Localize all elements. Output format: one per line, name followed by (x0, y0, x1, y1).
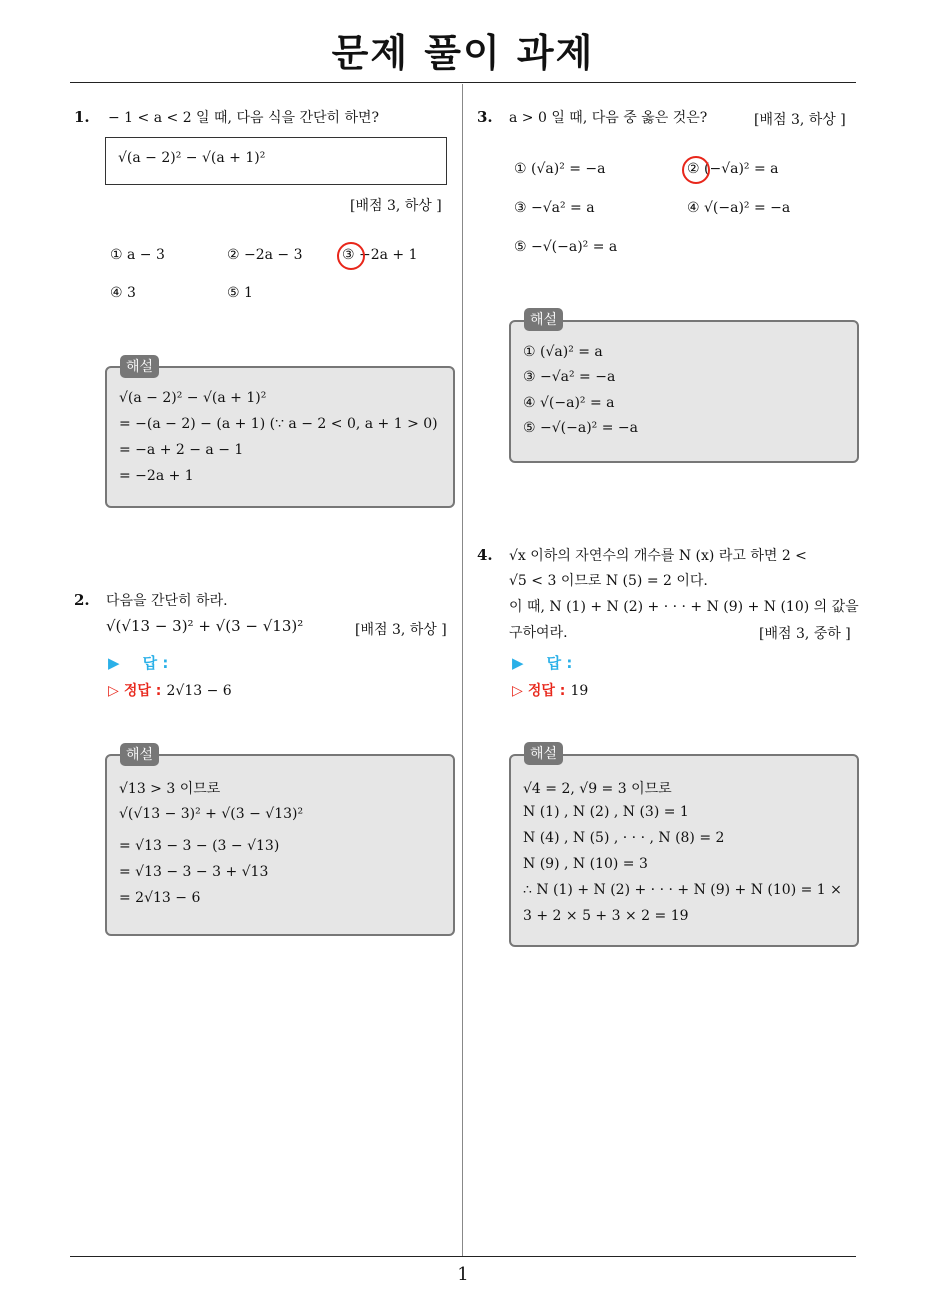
q3-solution-line: ⑤ −√(−a)² = −a (523, 420, 638, 436)
q1-meta: [배점 3, 하상 ] (350, 198, 442, 214)
q1-solution-line: = −a + 2 − a − 1 (119, 442, 244, 458)
page-title: 문제 풀이 과제 (331, 31, 595, 75)
q4-prompt-line: √5 < 3 이므로 N (5) = 2 이다. (509, 573, 708, 589)
q2-solution-line: √(√13 − 3)² + √(3 − √13)² (119, 806, 304, 822)
q3-solution-box (509, 320, 859, 463)
q3-solution-line: ③ −√a² = −a (523, 369, 616, 385)
q1-solution-box (105, 366, 455, 508)
q1-expression: √(a − 2)² − √(a + 1)² (118, 150, 266, 166)
q2-solution-label: 해설 (120, 743, 159, 766)
q1-number: 1. (74, 108, 90, 126)
q4-meta: [배점 3, 중하 ] (759, 626, 851, 642)
q4-answer-row[interactable] (512, 652, 572, 673)
q3-meta: [배점 3, 하상 ] (754, 112, 846, 128)
q3-answer-mark-icon (682, 156, 710, 184)
q4-solution-line: √4 = 2, √9 = 3 이므로 (523, 781, 672, 797)
q1-solution-line: = −2a + 1 (119, 468, 194, 484)
q4-answer-label: 답 : (546, 654, 573, 672)
q4-solution-line: N (1) , N (2) , N (3) = 1 (523, 804, 689, 820)
q2-meta: [배점 3, 하상 ] (355, 622, 447, 638)
q1-option-5[interactable]: ⑤ 1 (227, 285, 253, 301)
q4-number: 4. (477, 546, 493, 564)
q4-solution-label: 해설 (524, 742, 563, 765)
q1-expression-box (105, 137, 447, 185)
play-arrow-icon: ▶ (108, 654, 120, 672)
q2-prompt: 다음을 간단히 하라. (106, 593, 228, 609)
q4-solution-line: 3 + 2 × 5 + 3 × 2 = 19 (523, 908, 689, 924)
q4-solution-box (509, 754, 859, 947)
q3-option-5[interactable]: ⑤ −√(−a)² = a (514, 239, 618, 255)
q1-option-2[interactable]: ② −2a − 3 (227, 247, 303, 263)
q1-solution-line: √(a − 2)² − √(a + 1)² (119, 390, 267, 406)
q1-option-4[interactable]: ④ 3 (110, 285, 136, 301)
q3-prompt: a > 0 일 때, 다음 중 옳은 것은? (509, 110, 708, 126)
q2-solution-line: √13 > 3 이므로 (119, 781, 221, 797)
q4-solution-line: N (4) , N (5) , · · · , N (8) = 2 (523, 830, 725, 846)
q2-correct-row (108, 680, 232, 702)
q3-option-1[interactable]: ① (√a)² = −a (514, 161, 606, 177)
q3-solution-label: 해설 (524, 308, 563, 331)
q4-correct-value: 19 (570, 683, 589, 699)
q2-number: 2. (74, 591, 90, 609)
title-divider (70, 82, 856, 83)
column-divider (462, 84, 463, 1256)
play-arrow-icon: ▶ (512, 654, 524, 672)
q3-option-3[interactable]: ③ −√a² = a (514, 200, 595, 216)
q3-number: 3. (477, 108, 493, 126)
q2-correct-label: 정답 : (123, 683, 162, 699)
q4-solution-line: N (9) , N (10) = 3 (523, 856, 648, 872)
q3-option-2[interactable]: ② (−√a)² = a (687, 161, 779, 177)
q4-prompt-line: √x 이하의 자연수의 개수를 N (x) 라고 하면 2 < (509, 548, 807, 564)
hollow-arrow-icon: ▷ (512, 683, 523, 699)
q2-answer-label: 답 : (142, 654, 169, 672)
q4-correct-label: 정답 : (527, 683, 566, 699)
q1-prompt: − 1 < a < 2 일 때, 다음 식을 간단히 하면? (108, 110, 380, 126)
q2-solution-box (105, 754, 455, 936)
page-number: 1 (457, 1264, 469, 1285)
q2-solution-line: = √13 − 3 − 3 + √13 (119, 864, 269, 880)
q2-correct-value: 2√13 − 6 (166, 683, 232, 699)
q2-answer-row[interactable] (108, 652, 168, 673)
q4-correct-row (512, 680, 588, 702)
q1-option-1[interactable]: ① a − 3 (110, 247, 165, 263)
q1-option-3[interactable]: ③ −2a + 1 (342, 247, 418, 263)
q2-solution-line: = √13 − 3 − (3 − √13) (119, 838, 280, 854)
q4-prompt-line: 구하여라. (509, 625, 568, 641)
q4-solution-line: ∴ N (1) + N (2) + · · · + N (9) + N (10) = 1 × (523, 882, 842, 898)
q3-solution-line: ① (√a)² = a (523, 344, 603, 360)
q1-solution-label: 해설 (120, 355, 159, 378)
q2-expression: √(√13 − 3)² + √(3 − √13)² (106, 617, 304, 635)
q2-solution-line: = 2√13 − 6 (119, 890, 201, 906)
q4-prompt-line: 이 때, N (1) + N (2) + · · · + N (9) + N (10) 의 값을 (509, 599, 859, 615)
footer-divider (70, 1256, 856, 1257)
q1-answer-mark-icon (337, 242, 365, 270)
q1-solution-line: = −(a − 2) − (a + 1) (∵ a − 2 < 0, a + 1 > 0) (119, 416, 438, 432)
q3-solution-line: ④ √(−a)² = a (523, 395, 615, 411)
hollow-arrow-icon: ▷ (108, 683, 119, 699)
q3-option-4[interactable]: ④ √(−a)² = −a (687, 200, 791, 216)
